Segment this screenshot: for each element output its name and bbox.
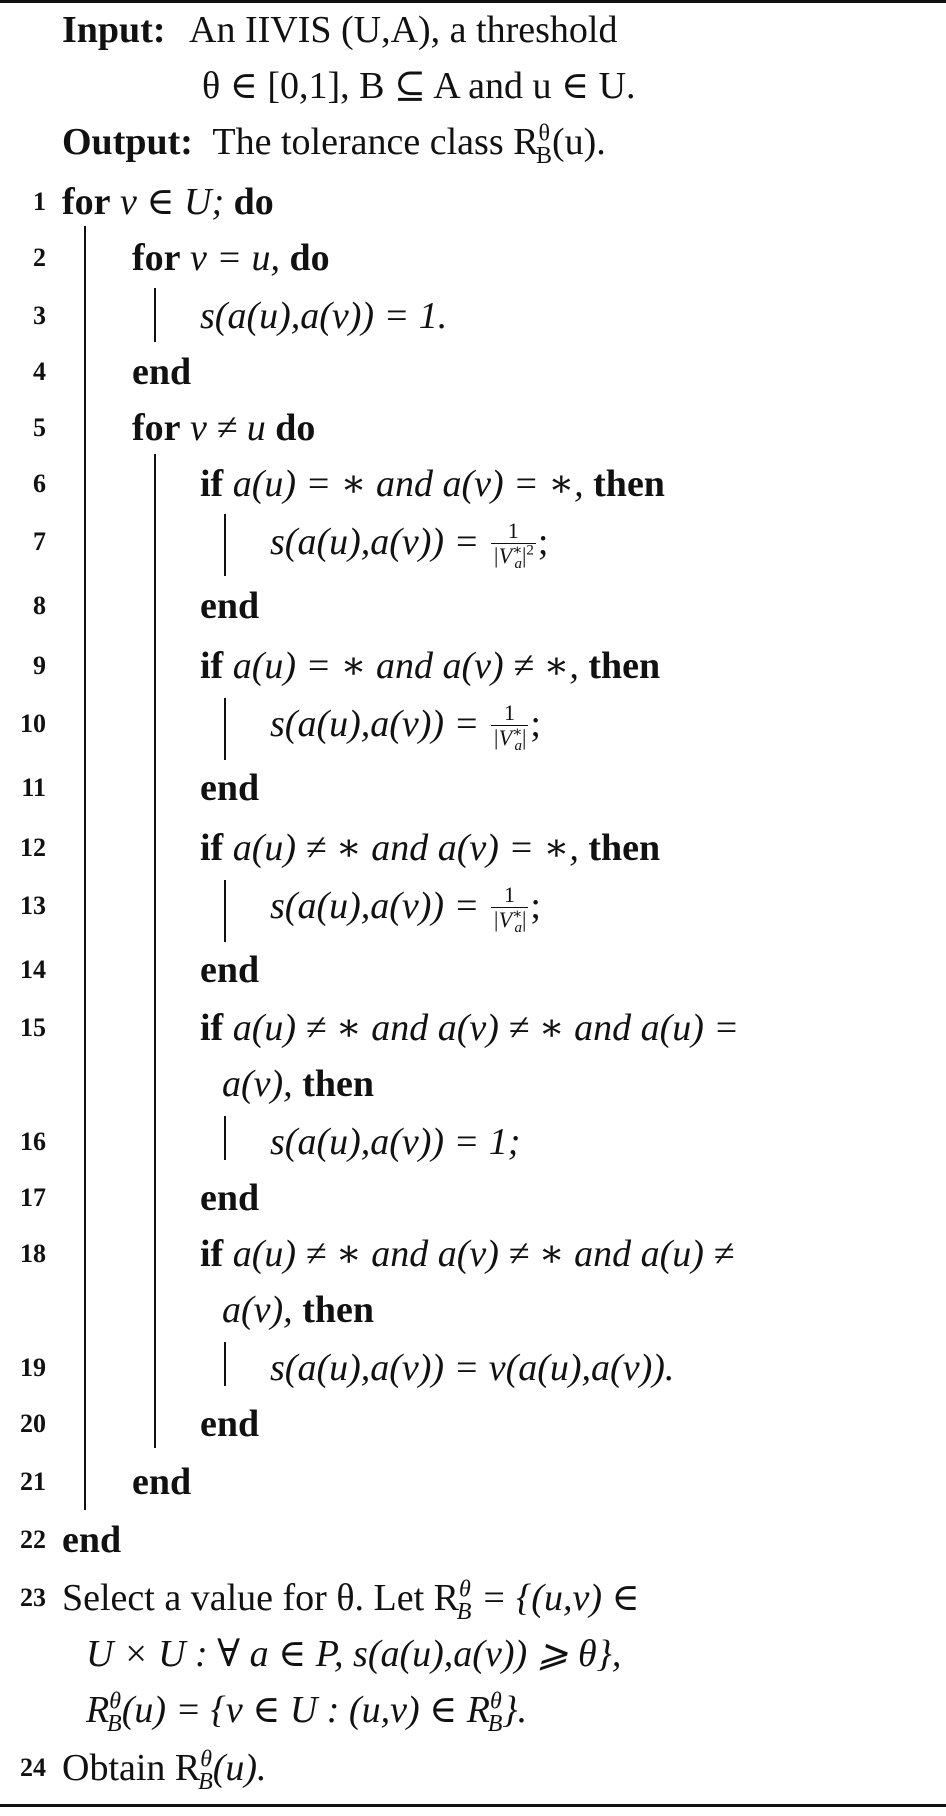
top-rule — [0, 0, 946, 3]
indent-bar-2a — [154, 288, 156, 342]
algo-line-20: end — [200, 1403, 260, 1445]
algo-line-12: if a(u) ≠ ∗ and a(v) = ∗, then — [200, 827, 661, 869]
input-text-1: An IIVIS (U,A), a threshold — [189, 9, 618, 51]
line-number: 16 — [20, 1127, 46, 1156]
line-number: 4 — [33, 357, 46, 386]
line-number: 12 — [20, 833, 46, 862]
algo-line-15: if a(u) ≠ ∗ and a(v) ≠ ∗ and a(u) = — [200, 1007, 740, 1049]
indent-bar-3c — [224, 880, 226, 942]
indent-bar-3a — [224, 514, 226, 576]
algo-line-11: end — [200, 767, 260, 809]
fraction: $\frac{1}{|V^∗_a|}$ — [492, 699, 527, 755]
line-number: 18 — [20, 1239, 46, 1268]
line-number: 6 — [33, 469, 46, 498]
algo-line-18: if a(u) ≠ ∗ and a(v) ≠ ∗ and a(u) ≠ — [200, 1233, 735, 1275]
bottom-rule — [0, 1804, 946, 1807]
line-number: 14 — [20, 955, 46, 984]
algo-line-1: for v ∈ U; do — [62, 181, 274, 223]
input-line-2 — [202, 64, 636, 108]
indent-bar-3b — [224, 698, 226, 760]
algo-line-8: end — [200, 585, 260, 627]
line-number: 7 — [33, 527, 46, 556]
line-number: 24 — [20, 1753, 46, 1782]
fraction: $\frac{1}{|V^∗_a|}$ — [492, 881, 527, 937]
algo-line-17: end — [200, 1177, 260, 1219]
input-label: Input: — [62, 9, 166, 51]
algo-line-9: if a(u) = ∗ and a(v) ≠ ∗, then — [200, 645, 661, 687]
algo-line-22: end — [62, 1519, 122, 1561]
algo-line-4: end — [132, 351, 192, 393]
line-number: 9 — [33, 651, 46, 680]
indent-bar-3d — [224, 1116, 226, 1160]
algo-line-23-cont-2: $R^\theta_B(u) = \{v$ ∈ U : (u,v) ∈ $R^\theta_B$}. — [86, 1688, 528, 1737]
line-number: 3 — [33, 301, 46, 330]
line-number: 2 — [33, 243, 46, 272]
algo-line-14: end — [200, 949, 260, 991]
line-number: 8 — [33, 591, 46, 620]
algo-line-16: s(a(u),a(v)) = 1; — [270, 1121, 521, 1163]
algo-line-2: for v = u, do — [132, 237, 330, 279]
line-number: 11 — [21, 773, 46, 802]
indent-bar-2b — [154, 454, 156, 1448]
algo-line-15-cont: a(v), then — [222, 1063, 374, 1105]
input-text-2: θ ∈ [0,1], B ⊆ A and u ∈ U. — [202, 65, 636, 107]
line-number: 17 — [20, 1183, 46, 1212]
algo-line-7: s(a(u),a(v)) = $\frac{1}{|V^∗_a|^2}$ ; — [270, 517, 549, 573]
line-number: 19 — [20, 1353, 46, 1382]
indent-bar-3e — [224, 1342, 226, 1386]
line-number: 10 — [20, 709, 46, 738]
algo-line-13: s(a(u),a(v)) = $\frac{1}{|V^∗_a|}$ ; — [270, 881, 541, 937]
line-number: 1 — [33, 187, 46, 216]
fraction: $\frac{1}{|V^∗_a|^2}$ — [492, 517, 534, 573]
line-number: 23 — [20, 1583, 46, 1612]
output-text: The tolerance class $R^\theta_B(u)$. — [212, 120, 606, 169]
line-number: 20 — [20, 1409, 46, 1438]
line-number: 15 — [20, 1013, 46, 1042]
algo-line-5: for v ≠ u do — [132, 407, 316, 449]
line-number: 22 — [20, 1525, 46, 1554]
algo-line-18-cont: a(v), then — [222, 1289, 374, 1331]
line-number: 13 — [20, 891, 46, 920]
algo-line-6: if a(u) = ∗ and a(v) = ∗, then — [200, 463, 665, 505]
line-number: 21 — [20, 1467, 46, 1496]
output-label: Output: — [62, 121, 193, 163]
algo-line-21: end — [132, 1461, 192, 1503]
algo-line-3: s(a(u),a(v)) = 1. — [200, 295, 448, 337]
line-number: 5 — [33, 413, 46, 442]
algo-line-10: s(a(u),a(v)) = $\frac{1}{|V^∗_a|}$ ; — [270, 699, 541, 755]
algo-line-23: Select a value for θ. Let $R^\theta_B = \{(u,v)$ ∈ — [62, 1576, 640, 1625]
output-line — [62, 120, 606, 169]
algo-line-19: s(a(u),a(v)) = v(a(u),a(v)). — [270, 1347, 675, 1389]
input-line-1 — [62, 8, 617, 52]
algo-line-23-cont-1: U × U : ∀ a ∈ P, s(a(u),a(v)) ⩾ θ}, — [86, 1633, 622, 1675]
algo-line-24: Obtain $R^\theta_B(u)$. — [62, 1746, 267, 1795]
indent-bar-1 — [84, 226, 86, 1510]
